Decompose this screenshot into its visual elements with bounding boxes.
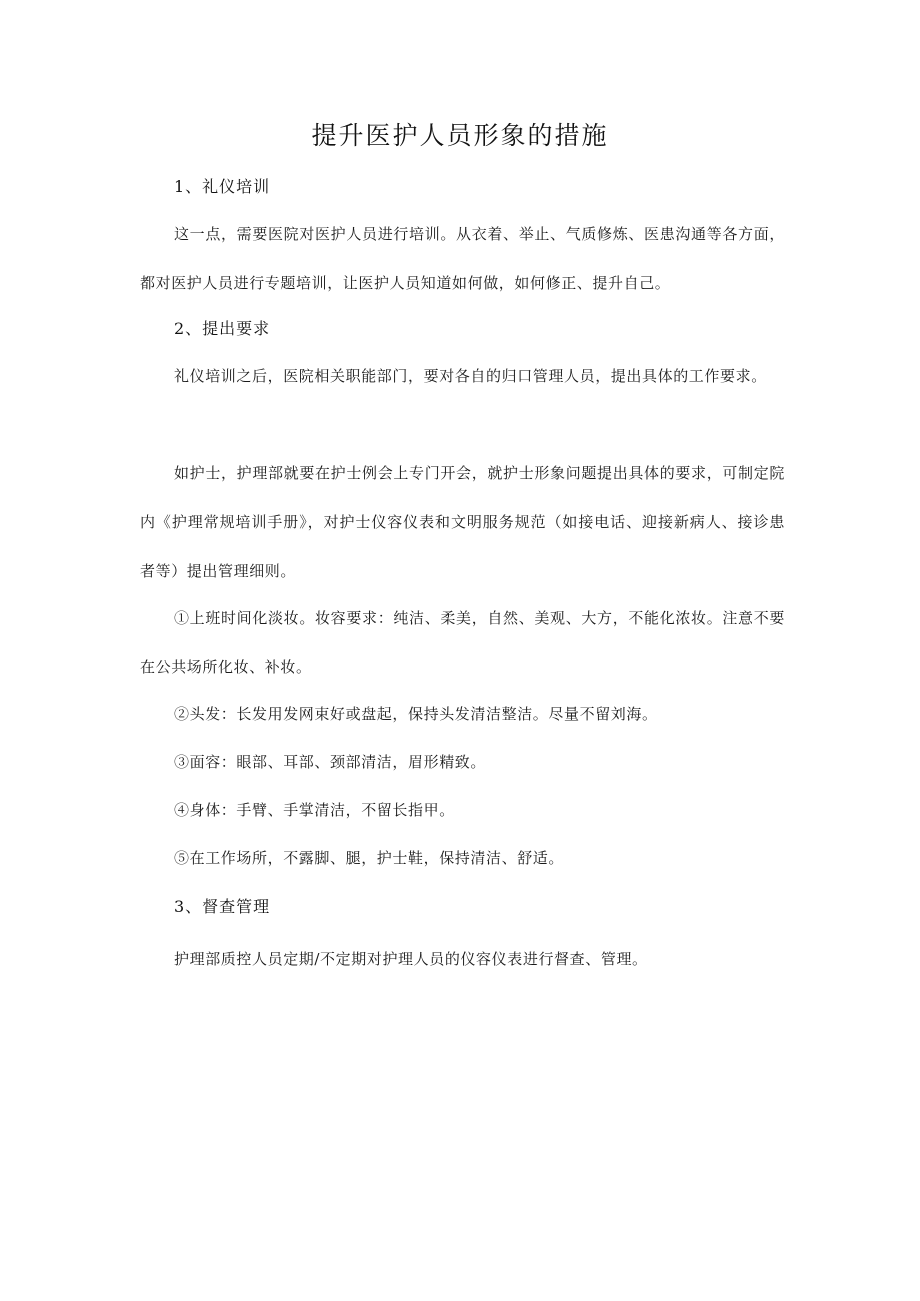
section-2-item-4: ④身体：手臂、手掌清洁，不留长指甲。 — [174, 801, 455, 819]
section-2-paragraph-2: 如护士，护理部就要在护士例会上专门开会，就护士形象问题提出具体的要求，可制定院内《护理常规培训手册》，对护士仪容仪表和文明服务规范（如接电话、迎接新病人、接诊患者等）提出管理细则。 — [140, 464, 785, 580]
section-1-paragraph-1: 这一点，需要医院对医护人员进行培训。从衣着、举止、气质修炼、医患沟通等各方面，都对医护人员进行专题培训，让医护人员知道如何做，如何修正、提升自己。 — [140, 225, 785, 292]
section-3-paragraph-1: 护理部质控人员定期/不定期对护理人员的仪容仪表进行督查、管理。 — [174, 950, 648, 968]
section-2-item-2: ②头发：长发用发网束好或盘起，保持头发清洁整洁。尽量不留刘海。 — [174, 705, 658, 723]
section-heading-2: 2、提出要求 — [174, 319, 271, 338]
section-2-item-5: ⑤在工作场所，不露脚、腿，护士鞋，保持清洁、舒适。 — [174, 849, 565, 867]
section-2-item-1: ①上班时间化淡妆。妆容要求：纯洁、柔美，自然、美观、大方，不能化浓妆。注意不要在公共场所化妆、补妆。 — [140, 609, 785, 676]
page-title: 提升医护人员形象的措施 — [311, 121, 609, 150]
section-heading-1: 1、礼仪培训 — [174, 177, 271, 196]
section-2-item-3: ③面容：眼部、耳部、颈部清洁，眉形精致。 — [174, 753, 487, 771]
section-heading-3: 3、督查管理 — [174, 897, 271, 916]
section-2-paragraph-1: 礼仪培训之后，医院相关职能部门，要对各自的归口管理人员，提出具体的工作要求。 — [174, 367, 767, 385]
